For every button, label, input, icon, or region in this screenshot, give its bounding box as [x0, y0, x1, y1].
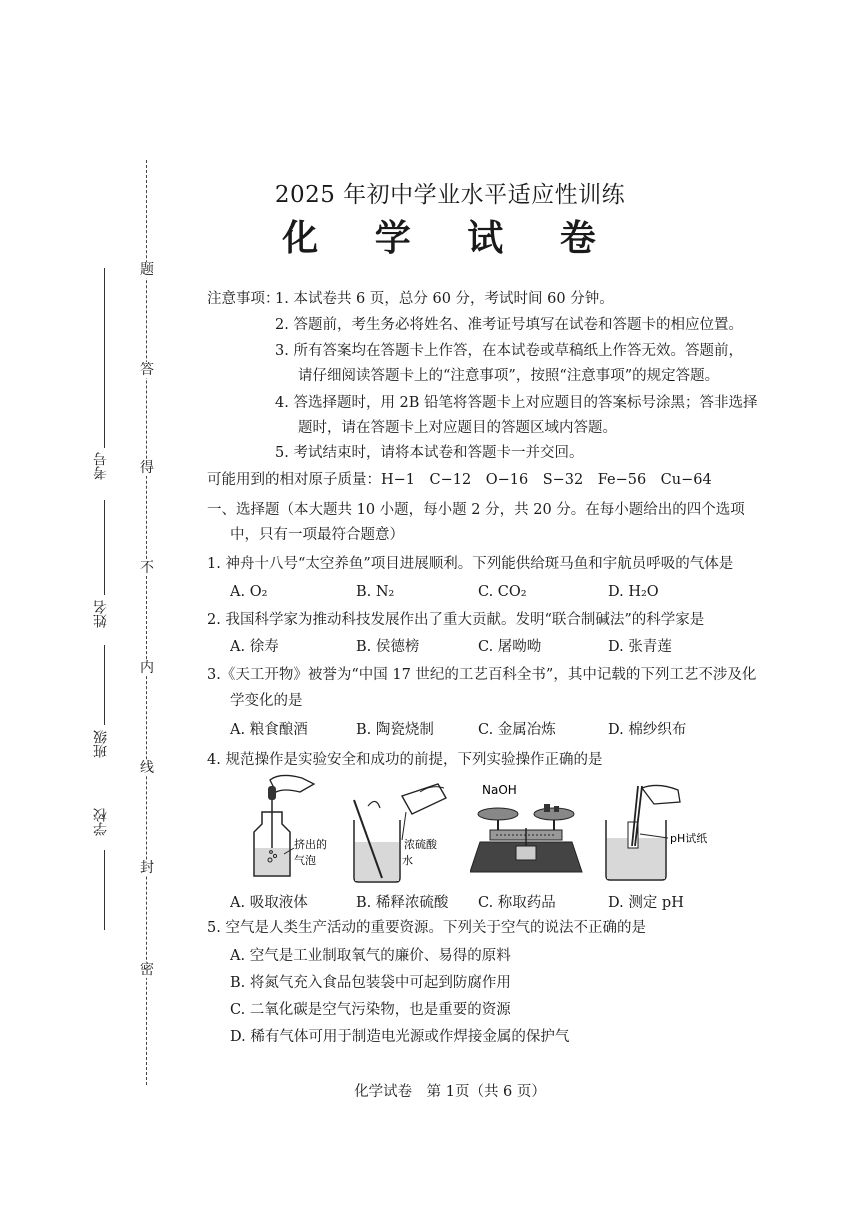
question-stem: 1. 神舟十八号“太空养鱼”项目进展顺利。下列能供给斑马鱼和宇航员呼吸的气体是: [207, 556, 734, 572]
figure-ph-test: [598, 782, 728, 884]
binding-margin-line: [146, 160, 147, 1085]
notice-item: 1. 本试卷共 6 页，总分 60 分，考试时间 60 分钟。: [275, 291, 614, 307]
figure-label: pH试纸: [670, 832, 708, 845]
figure-label: 浓硫酸: [404, 838, 437, 851]
exam-number-label: 考号: [93, 452, 109, 480]
question-stem: 2. 我国科学家为推动科技发展作出了重大贡献。发明“联合制碱法”的科学家是: [207, 612, 705, 628]
option-c[interactable]: C. 金属冶炼: [478, 722, 556, 738]
option-b[interactable]: B. 稀释浓硫酸: [356, 895, 449, 911]
option-d[interactable]: D. H₂O: [608, 584, 659, 600]
margin-char: 不: [140, 560, 154, 576]
option-c[interactable]: C. 称取药品: [478, 895, 556, 911]
option-a[interactable]: A. 徐寿: [230, 639, 279, 655]
option-a[interactable]: A. O₂: [230, 584, 268, 600]
option-c[interactable]: C. 二氧化碳是空气污染物，也是重要的资源: [230, 1002, 511, 1018]
margin-char: 密: [140, 962, 154, 978]
option-a[interactable]: A. 粮食酿酒: [230, 722, 308, 738]
margin-char: 内: [140, 660, 154, 676]
acid-bottle-icon: [402, 784, 446, 814]
option-a[interactable]: A. 吸取液体: [230, 895, 308, 911]
class-label: 班级: [93, 730, 109, 758]
option-d[interactable]: D. 棉纱织布: [608, 722, 687, 738]
name-field[interactable]: [104, 500, 105, 595]
school-field[interactable]: [104, 850, 105, 930]
notice-item: 3. 所有答案均在答题卡上作答，在本试卷或草稿纸上作答无效。答题前，: [275, 343, 743, 359]
option-b[interactable]: B. 陶瓷烧制: [356, 722, 434, 738]
option-d[interactable]: D. 张青莲: [608, 639, 672, 655]
school-label: 学校: [93, 808, 109, 836]
option-d[interactable]: D. 稀有气体可用于制造电光源或作焊接金属的保护气: [230, 1029, 570, 1045]
figure-label: 水: [402, 854, 413, 867]
page-footer: 化学试卷 第 1页（共 6 页）: [354, 1084, 546, 1100]
notice-item: 5. 考试结束时，请将本试卷和答题卡一并交回。: [275, 445, 584, 461]
option-a[interactable]: A. 空气是工业制取氧气的廉价、易得的原料: [230, 948, 511, 964]
section-heading: 中，只有一项最符合题意）: [230, 527, 404, 543]
exam-title: 2025 年初中学业水平适应性训练: [274, 182, 626, 208]
section-heading: 一、选择题（本大题共 10 小题，每小题 2 分，共 20 分。在每小题给出的四个选项: [207, 502, 745, 518]
name-label: 姓名: [93, 600, 109, 628]
figure-balance: [470, 780, 590, 886]
option-b[interactable]: B. N₂: [356, 584, 395, 600]
notice-item: 题时，请在答题卡上对应题目的答题区域内答题。: [298, 420, 617, 436]
margin-char: 题: [140, 262, 154, 278]
dropper-bulb-icon: [268, 786, 276, 800]
question-stem: 3.《天工开物》被誉为“中国 17 世纪的工艺百科全书”，其中记载的下列工艺不涉及化: [207, 667, 757, 683]
figure-label: 气泡: [294, 854, 316, 867]
exam-number-field[interactable]: [104, 268, 105, 448]
margin-char: 得: [140, 460, 154, 476]
option-b[interactable]: B. 侯德榜: [356, 639, 420, 655]
exam-subject: 化 学 试 卷: [282, 218, 618, 259]
figure-label: 挤出的: [294, 838, 327, 851]
figure-dropper: [240, 772, 350, 884]
class-field[interactable]: [104, 645, 105, 725]
notice-item: 4. 答选择题时，用 2B 铅笔将答题卡上对应题目的答案标号涂黑；答非选择: [275, 395, 758, 411]
notice-item: 2. 答题前，考生务必将姓名、准考证号填写在试卷和答题卡的相应位置。: [275, 317, 743, 333]
margin-char: 封: [140, 860, 154, 876]
question-stem: 学变化的是: [230, 693, 303, 709]
hand-icon: [270, 775, 314, 792]
margin-char: 答: [140, 362, 154, 378]
figure-label: NaOH: [482, 783, 517, 797]
atomic-masses: 可能用到的相对原子质量：H−1 C−12 O−16 S−32 Fe−56 Cu−64: [207, 472, 712, 488]
option-c[interactable]: C. CO₂: [478, 584, 527, 600]
figure-dilution: [350, 778, 465, 884]
option-c[interactable]: C. 屠呦呦: [478, 639, 542, 655]
margin-char: 线: [140, 760, 154, 776]
option-d[interactable]: D. 测定 pH: [608, 895, 684, 911]
hand-icon: [642, 785, 680, 804]
option-b[interactable]: B. 将氮气充入食品包装袋中可起到防腐作用: [230, 975, 511, 991]
notice-label: 注意事项：: [207, 291, 280, 307]
question-stem: 4. 规范操作是实验安全和成功的前提，下列实验操作正确的是: [207, 752, 603, 768]
question-stem: 5. 空气是人类生产活动的重要资源。下列关于空气的说法不正确的是: [207, 920, 646, 936]
left-pan-icon: [478, 808, 518, 820]
notice-item: 请仔细阅读答题卡上的“注意事项”，按照“注意事项”的规定答题。: [298, 368, 720, 384]
